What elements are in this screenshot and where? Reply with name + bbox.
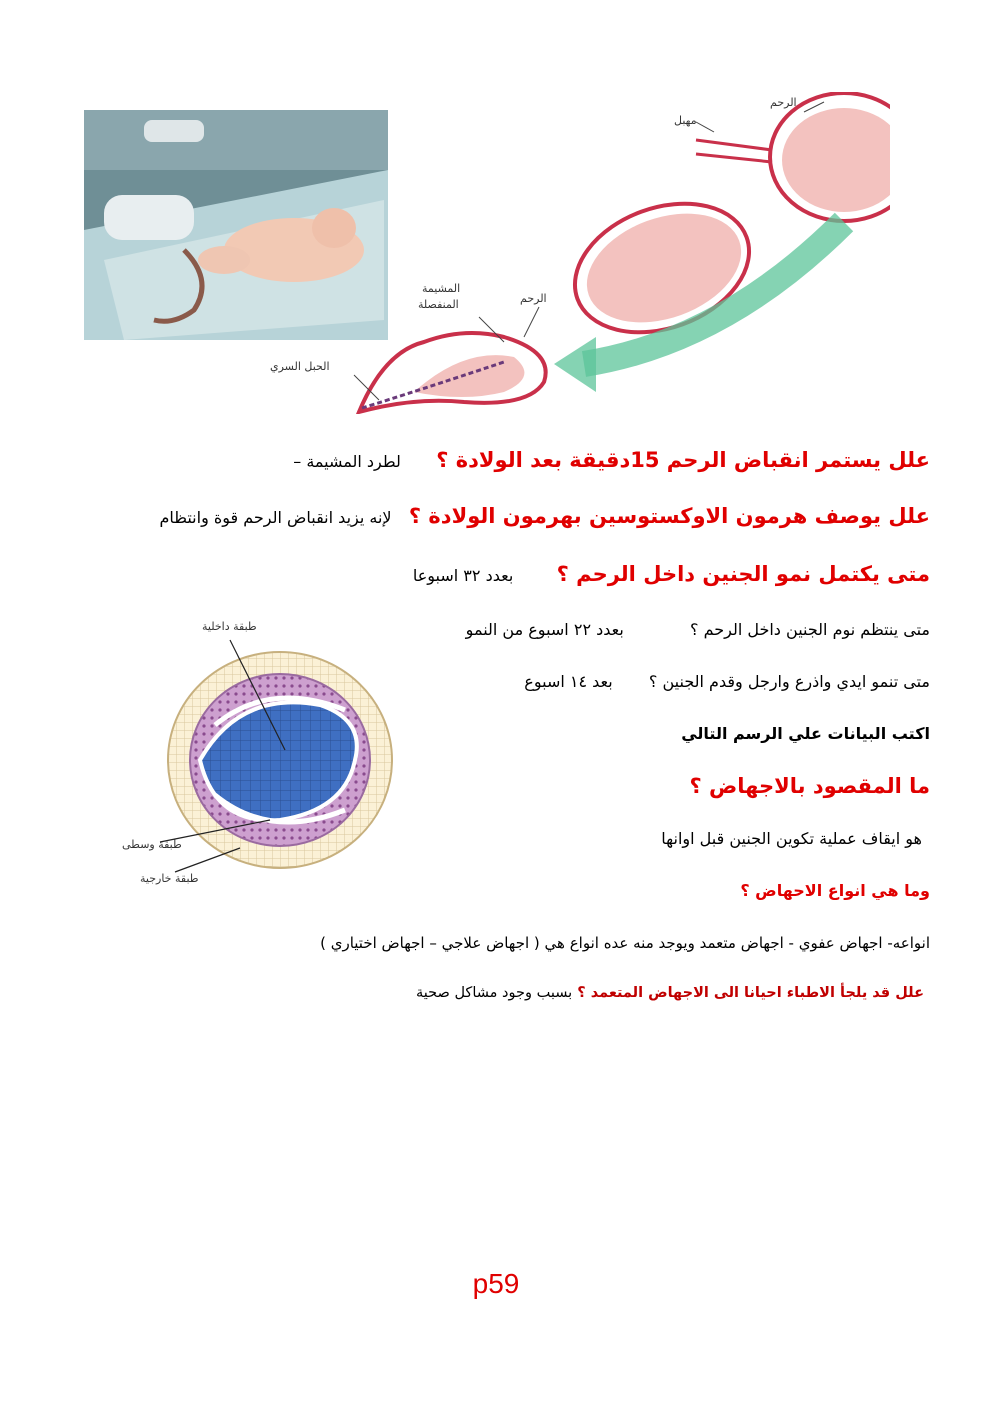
line-abortion-definition-answer <box>661 829 922 848</box>
answer-text: لإنه يزيد انقباض الرحم قوة وانتظام <box>159 508 392 527</box>
label-placenta-1: المشيمة <box>422 282 461 295</box>
question-text: ما المقصود بالاجهاض ؟ <box>689 774 930 798</box>
line-abortion-types-question <box>740 881 930 900</box>
answer-text: بعدد ٣٢ اسبوعا <box>412 566 514 585</box>
line-abortion-types-answer <box>320 934 930 952</box>
instruction-text: اكتب البيانات علي الرسم التالي <box>681 724 930 743</box>
question-text: متى ينتظم نوم الجنين داخل الرحم ؟ <box>690 620 930 639</box>
answer-text: بسبب وجود مشاكل صحية <box>416 985 573 1001</box>
label-middle-layer: طبقة وسطى <box>122 838 182 851</box>
answer-text: لطرد المشيمة – <box>293 452 401 471</box>
line-label-instruction <box>681 724 930 743</box>
embryo-layers-figure <box>120 610 410 906</box>
line-oxytocin <box>159 504 930 528</box>
label-outer-layer: طبقة خارجية <box>140 872 199 885</box>
question-text: علل قد يلجأ الاطباء احيانا الى الاجهاض المتعمد ؟ <box>577 985 924 1001</box>
label-cervix: مهبل <box>674 114 697 127</box>
line-limbs <box>524 672 930 691</box>
question-text: متى تنمو ايدي واذرع وارجل وقدم الجنين ؟ <box>648 672 930 691</box>
question-text: علل يوصف هرمون الاوكستوسين بهرمون الولادة ؟ <box>408 504 930 528</box>
question-text: وما هي انواع الاحهاض ؟ <box>740 881 930 900</box>
answer-text: هو ايقاف عملية تكوين الجنين قبل اوانها <box>661 829 922 848</box>
page-number: p59 <box>472 1268 520 1299</box>
answer-text: انواعه- اجهاض عفوي - اجهاض متعمد ويوجد منه عده انواع هي ( اجهاض علاجي – اجهاض اختياري ) <box>320 934 930 952</box>
question-text: علل يستمر انقباض الرحم 15دقيقة بعد الولادة ؟ <box>436 448 930 472</box>
line-abortion-definition-question <box>690 774 930 798</box>
line-fetal-sleep <box>466 620 930 639</box>
label-inner-layer: طبقة داخلية <box>202 620 257 633</box>
line-induced-abortion <box>416 982 924 1001</box>
line-uterine-contraction <box>293 448 930 472</box>
label-uterus-top: الرحم <box>770 96 797 109</box>
label-placenta-2: المنفصلة <box>418 298 459 311</box>
answer-text: بعدد ٢٢ اسبوع من النمو <box>465 620 624 639</box>
line-fetal-growth <box>413 562 930 586</box>
answer-text: بعد ١٤ اسبوع <box>524 672 613 691</box>
question-text: متى يكتمل نمو الجنين داخل الرحم ؟ <box>556 562 930 586</box>
label-uterus-mid: الرحم <box>520 292 547 305</box>
birth-figure <box>84 92 890 414</box>
label-umbilical-cord: الحبل السري <box>270 360 330 373</box>
